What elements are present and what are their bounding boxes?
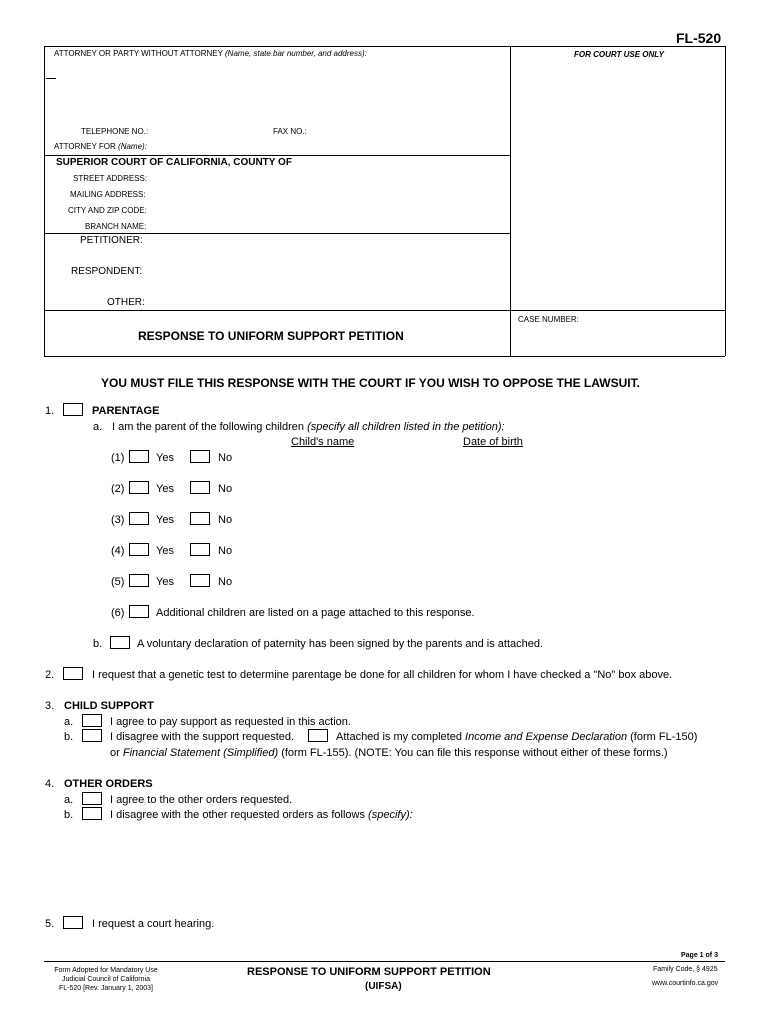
childs-name-header: Child's name xyxy=(291,436,355,448)
child-6-number: (6) xyxy=(111,607,125,619)
item3a-letter: a. xyxy=(64,716,74,728)
respondent-label: RESPONDENT: xyxy=(71,266,143,277)
header-right-border xyxy=(725,46,726,356)
item1-heading: PARENTAGE xyxy=(92,405,160,417)
page-number: Page 1 of 3 xyxy=(681,952,718,959)
child-1-yes-label: Yes xyxy=(156,452,174,464)
fax-label: FAX NO.: xyxy=(273,127,307,136)
petitioner-label: PETITIONER: xyxy=(80,235,143,246)
city-zip-label: CITY AND ZIP CODE: xyxy=(68,206,147,215)
form-revision-line: FL-520 [Rev. January 1, 2003] xyxy=(58,985,154,992)
item3-number: 3. xyxy=(45,700,55,712)
court-website-link[interactable]: www.courtinfo.ca.gov xyxy=(652,980,719,987)
item3b-forms-note: or Financial Statement (Simplified) (form FL-155). (NOTE: You can file this response without either of these forms.) xyxy=(110,747,668,759)
item3a-checkbox[interactable] xyxy=(82,714,102,727)
attorney-label: ATTORNEY OR PARTY WITHOUT ATTORNEY (Name, state bar number, and address): xyxy=(54,49,367,58)
court-title: SUPERIOR COURT OF CALIFORNIA, COUNTY OF xyxy=(56,157,292,168)
child-3-no-checkbox[interactable] xyxy=(190,512,210,525)
child-5-yes-checkbox[interactable] xyxy=(129,574,149,587)
other-label: OTHER: xyxy=(107,297,145,308)
notice-heading: YOU MUST FILE THIS RESPONSE WITH THE COURT IF YOU WISH TO OPPOSE THE LAWSUIT. xyxy=(101,376,640,390)
document-title: RESPONSE TO UNIFORM SUPPORT PETITION xyxy=(138,329,404,343)
item3a-text: I agree to pay support as requested in this action. xyxy=(110,716,351,728)
item1a-letter: a. xyxy=(93,421,103,433)
item3b-attached-text: Attached is my completed Income and Expense Declaration (form FL-150) xyxy=(336,731,698,743)
item2-number: 2. xyxy=(45,669,55,681)
child-4-no-checkbox[interactable] xyxy=(190,543,210,556)
child-3-no-label: No xyxy=(218,514,233,526)
item3b-checkbox[interactable] xyxy=(82,729,102,742)
family-code-citation: Family Code, § 4925 xyxy=(653,966,718,973)
child-1-number: (1) xyxy=(111,452,125,464)
item3-heading: CHILD SUPPORT xyxy=(64,700,154,712)
street-label: STREET ADDRESS: xyxy=(73,174,148,183)
parties-section-divider xyxy=(44,310,725,311)
child-1-no-label: No xyxy=(218,452,233,464)
item1-checkbox[interactable] xyxy=(63,403,83,416)
form-id: FL-520 xyxy=(676,30,722,46)
telephone-label: TELEPHONE NO.: xyxy=(81,127,149,136)
child-5-number: (5) xyxy=(111,576,125,588)
child-2-no-label: No xyxy=(218,483,233,495)
item1b-checkbox[interactable] xyxy=(110,636,130,649)
child-4-yes-checkbox[interactable] xyxy=(129,543,149,556)
item5-number: 5. xyxy=(45,918,55,930)
form-adopted-line-1: Form Adopted for Mandatory Use xyxy=(54,967,158,974)
child-1-no-checkbox[interactable] xyxy=(190,450,210,463)
item4-heading: OTHER ORDERS xyxy=(64,778,153,790)
child-3-yes-label: Yes xyxy=(156,514,174,526)
item3b-text: I disagree with the support requested. xyxy=(110,731,295,743)
child-2-yes-label: Yes xyxy=(156,483,174,495)
item1-number: 1. xyxy=(45,405,55,417)
court-section-divider xyxy=(44,233,510,234)
child-1-yes-checkbox[interactable] xyxy=(129,450,149,463)
item3b-letter: b. xyxy=(64,731,74,743)
additional-children-text: Additional children are listed on a page attached to this response. xyxy=(156,607,475,619)
additional-children-checkbox[interactable] xyxy=(129,605,149,618)
child-4-no-label: No xyxy=(218,545,233,557)
item2-text: I request that a genetic test to determine parentage be done for all children for whom I have checked a "No" box above. xyxy=(92,669,673,681)
item4-number: 4. xyxy=(45,778,55,790)
child-5-no-label: No xyxy=(218,576,233,588)
child-5-yes-label: Yes xyxy=(156,576,174,588)
item2-checkbox[interactable] xyxy=(63,667,83,680)
mailing-label: MAILING ADDRESS: xyxy=(70,190,146,199)
header-top-border xyxy=(44,46,725,47)
footer-subtitle: (UIFSA) xyxy=(365,981,402,992)
child-4-number: (4) xyxy=(111,545,125,557)
attorney-section-divider xyxy=(44,155,510,156)
child-2-yes-checkbox[interactable] xyxy=(129,481,149,494)
child-2-no-checkbox[interactable] xyxy=(190,481,210,494)
item4b-checkbox[interactable] xyxy=(82,807,102,820)
case-number-label: CASE NUMBER: xyxy=(518,315,579,324)
child-5-no-checkbox[interactable] xyxy=(190,574,210,587)
item4b-letter: b. xyxy=(64,809,74,821)
court-use-label: FOR COURT USE ONLY xyxy=(574,50,664,59)
item1b-text: A voluntary declaration of paternity has been signed by the parents and is attached. xyxy=(137,638,544,650)
attorney-for-label: ATTORNEY FOR (Name): xyxy=(54,142,147,151)
form-adopted-block xyxy=(44,966,168,993)
item3b-attached-checkbox[interactable] xyxy=(308,729,328,742)
attorney-field-mark xyxy=(46,78,56,79)
date-of-birth-header: Date of birth xyxy=(463,436,523,448)
item4a-checkbox[interactable] xyxy=(82,792,102,805)
branch-label: BRANCH NAME: xyxy=(85,222,147,231)
item1a-text: I am the parent of the following children (specify all children listed in the petition): xyxy=(112,421,505,433)
child-2-number: (2) xyxy=(111,483,125,495)
child-3-number: (3) xyxy=(111,514,125,526)
footer-title: RESPONSE TO UNIFORM SUPPORT PETITION xyxy=(247,966,491,978)
child-4-yes-label: Yes xyxy=(156,545,174,557)
child-3-yes-checkbox[interactable] xyxy=(129,512,149,525)
item4b-text: I disagree with the other requested orders as follows (specify): xyxy=(110,809,413,821)
item1b-letter: b. xyxy=(93,638,103,650)
item4a-text: I agree to the other orders requested. xyxy=(110,794,293,806)
form-adopted-line-2: Judicial Council of California xyxy=(62,976,150,983)
item4a-letter: a. xyxy=(64,794,74,806)
item5-checkbox[interactable] xyxy=(63,916,83,929)
item5-text: I request a court hearing. xyxy=(92,918,215,930)
header-bottom-border xyxy=(44,356,725,357)
footer-rule xyxy=(44,961,725,962)
